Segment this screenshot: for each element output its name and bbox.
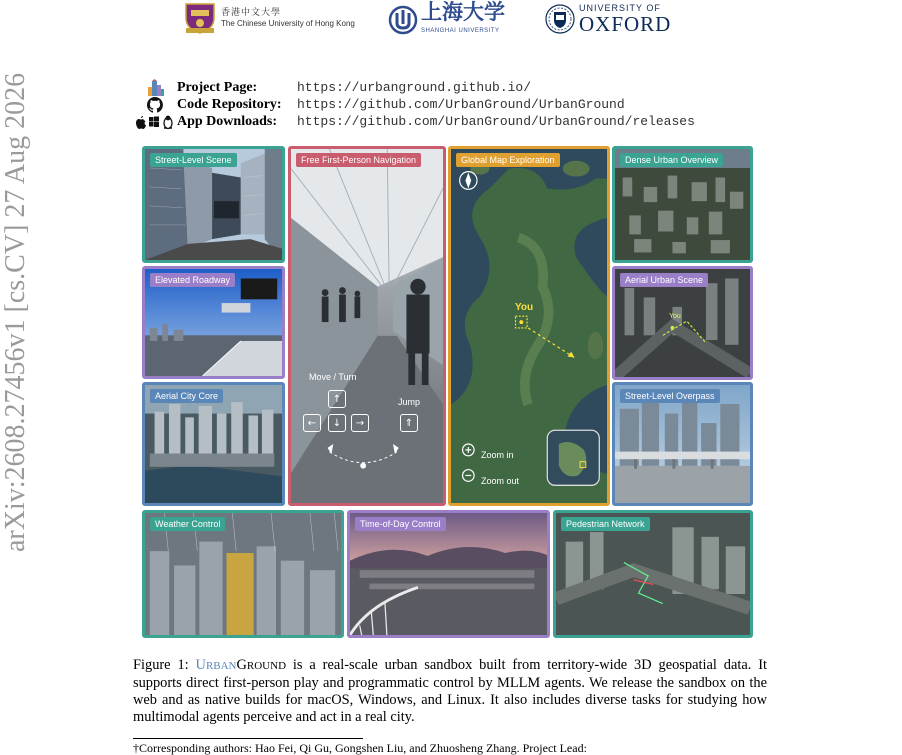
oxford-crest-icon — [545, 2, 575, 36]
oxford-top-text: UNIVERSITY OF — [579, 3, 661, 13]
panel-aerial-city-core — [142, 382, 285, 506]
arxiv-stamp — [0, 0, 38, 560]
zoom-out-label[interactable]: Zoom out — [481, 476, 520, 486]
panel-tag: Time-of-Day Control — [355, 517, 446, 531]
arrow-up-key-icon[interactable]: ↑ — [328, 390, 346, 408]
panel-street-level-scene — [142, 146, 285, 263]
platforms-icon — [133, 113, 177, 130]
panel-tag: Weather Control — [150, 517, 225, 531]
code-repo-url[interactable]: https://github.com/UrbanGround/UrbanGround — [297, 97, 625, 112]
app-downloads-label: App Downloads: — [177, 113, 277, 129]
panel-tag: Street-Level Scene — [150, 153, 237, 167]
project-page-row — [133, 79, 695, 96]
panel-tag: Dense Urban Overview — [620, 153, 723, 167]
panel-tag: Elevated Roadway — [150, 273, 235, 287]
arrow-left-key-icon[interactable]: ← — [303, 414, 321, 432]
shu-emblem-icon — [388, 4, 418, 36]
panel-elevated-roadway — [142, 266, 285, 379]
project-page-label: Project Page: — [177, 79, 258, 95]
panel-tag: Pedestrian Network — [561, 517, 650, 531]
arrow-down-key-icon[interactable]: ↓ — [328, 414, 346, 432]
first-person-navigation-image — [291, 149, 443, 503]
shu-logo — [388, 2, 505, 38]
shu-name-en: SHANGHAI UNIVERSITY — [421, 28, 500, 34]
move-turn-label: Move / Turn — [309, 372, 357, 382]
panel-dense-urban-overview — [612, 146, 753, 263]
you-small-label: You — [669, 313, 681, 320]
arxiv-stamp-text: arXiv:2608.27456v1 [cs.CV] 27 Aug 2026 — [0, 72, 31, 552]
panel-aerial-urban-scene — [612, 266, 753, 380]
footnote-rule — [133, 738, 363, 739]
cuhk-name-en: The Chinese University of Hong Kong — [221, 19, 355, 28]
caption-body: is a real-scale urban sandbox built from territory-wide 3D geospatial data. It supports direct first-person play and programmatic control by MLLM agents. We release the sandbox on the web and as native builds for macOS, Windows, and Linux. It also includes diverse tasks for studying how multimodal agents perceive and act in a real city. — [133, 657, 767, 725]
name-letters-round: ROUND — [246, 660, 287, 672]
pedestrian-network-image — [556, 513, 750, 635]
jump-key-icon[interactable]: ⇑ — [400, 414, 418, 432]
panel-tag: Street-Level Overpass — [620, 389, 720, 403]
you-marker-label: You — [515, 302, 534, 313]
jump-label: Jump — [398, 397, 421, 407]
panel-pedestrian-network — [553, 510, 753, 638]
name-letter-u: U — [195, 657, 206, 673]
city-icon — [133, 79, 177, 96]
panel-first-person-navigation — [288, 146, 446, 506]
caption-project-name — [196, 657, 287, 673]
footnote: †Corresponding authors: Hao Fei, Qi Gu, Gongshen Liu, and Zhuosheng Zhang. Project Lead: — [133, 741, 587, 755]
zoom-in-label[interactable]: Zoom in — [481, 450, 514, 460]
cuhk-crest-icon — [183, 2, 217, 34]
app-downloads-row — [133, 113, 695, 130]
name-letters-rban: RBAN — [205, 660, 237, 672]
cuhk-name-zh: 香港中文大學 — [221, 7, 282, 17]
panel-time-of-day-control — [347, 510, 550, 638]
panel-tag: Aerial City Core — [150, 389, 223, 403]
oxford-name: OXFORD — [579, 12, 672, 36]
panel-tag: Aerial Urban Scene — [620, 273, 708, 287]
name-letter-g: G — [236, 657, 247, 673]
panel-street-level-overpass — [612, 382, 753, 506]
shu-name-zh: 上海大学 — [421, 1, 505, 24]
github-icon — [133, 96, 177, 113]
code-repo-row — [133, 96, 695, 113]
panel-tag: Free First-Person Navigation — [296, 153, 421, 167]
project-page-url[interactable]: https://urbanground.github.io/ — [297, 80, 532, 95]
panel-tag: Global Map Exploration — [456, 153, 560, 167]
time-of-day-image — [350, 513, 547, 635]
app-downloads-url[interactable]: https://github.com/UrbanGround/UrbanGround/releases — [297, 114, 695, 129]
cuhk-logo — [183, 2, 355, 34]
project-links — [133, 79, 695, 130]
weather-control-image — [145, 513, 341, 635]
code-repo-label: Code Repository: — [177, 96, 282, 112]
figure-caption — [133, 657, 767, 726]
arrow-right-key-icon[interactable]: → — [351, 414, 369, 432]
oxford-logo — [545, 2, 671, 36]
caption-prefix: Figure 1: — [133, 657, 196, 673]
panel-global-map-exploration — [448, 146, 610, 506]
global-map-image — [451, 149, 607, 503]
panel-weather-control — [142, 510, 344, 638]
